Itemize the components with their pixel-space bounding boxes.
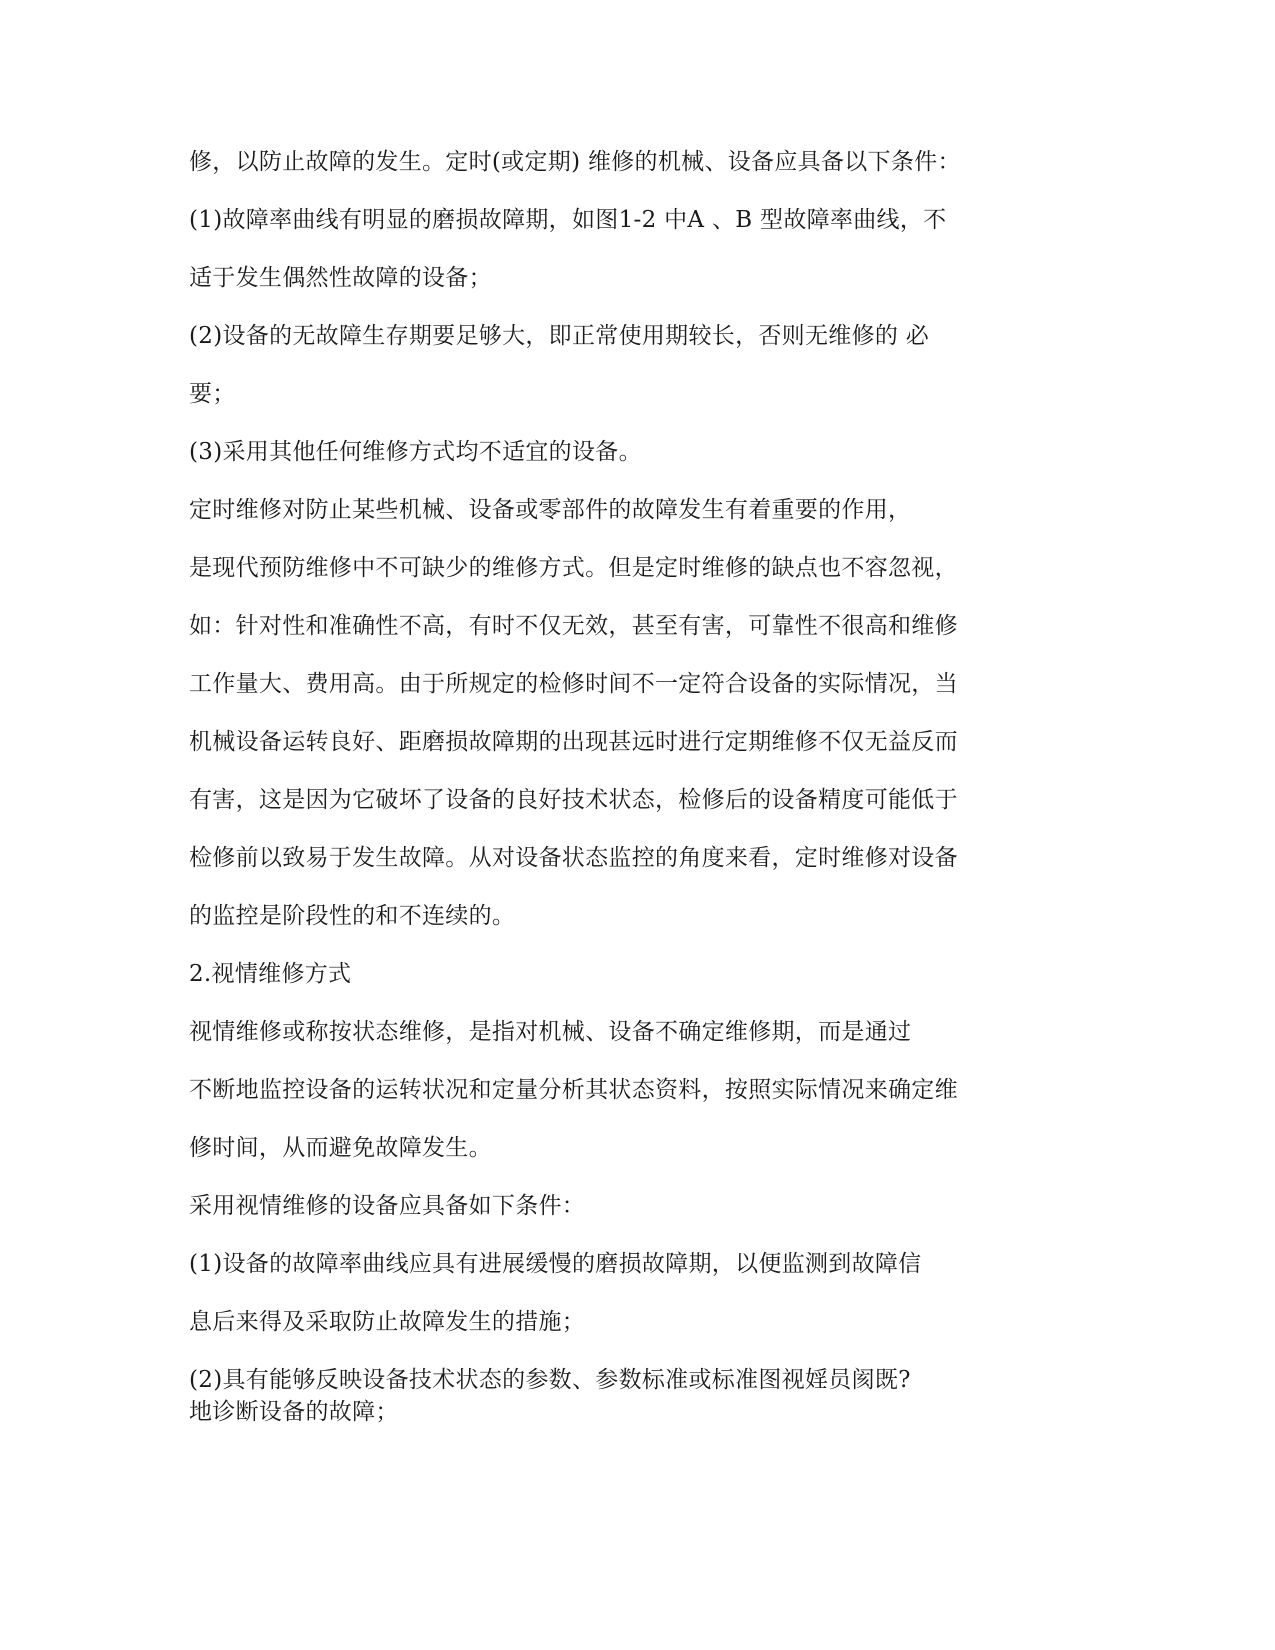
text-line: (1)设备的故障率曲线应具有进展缓慢的磨损故障期，以便监测到故障信 bbox=[189, 1251, 922, 1277]
text-line: 如：针对性和准确性不高，有时不仅无效，甚至有害，可靠性不很高和维修 bbox=[189, 613, 958, 639]
text-line: 要； bbox=[189, 381, 236, 407]
text-line: 修，以防止故障的发生。定时(或定期) 维修的机械、设备应具备以下条件： bbox=[189, 149, 961, 175]
text-line: 工作量大、费用高。由于所规定的检修时间不一定符合设备的实际情况，当 bbox=[189, 671, 958, 697]
text-line: 定时维修对防止某些机械、设备或零部件的故障发生有着重要的作用， bbox=[189, 497, 912, 523]
text-line: (2)设备的无故障生存期要足够大，即正常使用期较长，否则无维修的 必 bbox=[189, 323, 930, 349]
text-line: 的监控是阶段性的和不连续的。 bbox=[189, 903, 516, 929]
text-line: 修时间，从而避免故障发生。 bbox=[189, 1135, 492, 1161]
text-line: 是现代预防维修中不可缺少的维修方式。但是定时维修的缺点也不容忽视， bbox=[189, 555, 958, 581]
section-heading: 2.视情维修方式 bbox=[189, 961, 352, 987]
text-line: 机械设备运转良好、距磨损故障期的出现甚远时进行定期维修不仅无益反而 bbox=[189, 729, 958, 755]
text-line: 地诊断设备的故障； bbox=[189, 1399, 399, 1425]
text-line: 不断地监控设备的运转状况和定量分析其状态资料，按照实际情况来确定维 bbox=[189, 1077, 958, 1103]
text-line: (2)具有能够反映设备技术状态的参数、参数标准或标准图视婬员阂既? bbox=[189, 1367, 911, 1393]
text-line: 息后来得及采取防止故障发生的措施； bbox=[189, 1309, 586, 1335]
text-line: (3)采用其他任何维修方式均不适宜的设备。 bbox=[189, 439, 642, 465]
text-line: 采用视情维修的设备应具备如下条件： bbox=[189, 1193, 586, 1219]
text-line: 检修前以致易于发生故障。从对设备状态监控的角度来看，定时维修对设备 bbox=[189, 845, 958, 871]
text-line: (1)故障率曲线有明显的磨损故障期，如图1-2 中A 、B 型故障率曲线，不 bbox=[189, 207, 947, 233]
text-line: 有害，这是因为它破坏了设备的良好技术状态，检修后的设备精度可能低于 bbox=[189, 787, 958, 813]
text-line: 视情维修或称按状态维修，是指对机械、设备不确定维修期，而是通过 bbox=[189, 1019, 912, 1045]
text-line: 适于发生偶然性故障的设备； bbox=[189, 265, 492, 291]
